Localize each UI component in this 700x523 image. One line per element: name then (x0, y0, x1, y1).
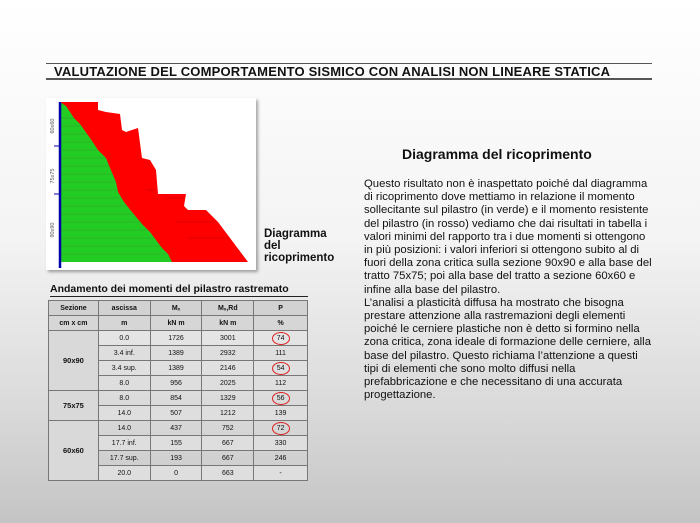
page-title: VALUTAZIONE DEL COMPORTAMENTO SISMICO CON ANALISI NON LINEARE STATICA (46, 63, 652, 80)
caption-line: del (264, 240, 281, 252)
p-cell: 330 (254, 436, 308, 451)
caption-line: Diagramma (264, 228, 327, 240)
mrd-cell: 2025 (202, 376, 254, 391)
p-cell: 111 (254, 346, 308, 361)
ascissa-cell: 17.7 sup. (98, 451, 150, 466)
table-row (49, 421, 308, 436)
unit-cell: kN m (150, 316, 202, 331)
paragraph-1: Questo risultato non è inaspettato poiché dal diagramma di ricoprimento dove mettiamo in relazione il momento sollecitante sul pilastro (in verde) e il momento resistente del pilastro (in rosso) vediamo che dai risultati in tabella i valori minimi del rapporto tra i due momenti si ottengono in più posizioni: i valori inferiori si ottengono subito al di fuori della zona critica sulla sezione 90x90 e alla base del tratto 75x75; poi alla base del tratto a sezione 60x60 e infine alla base del pilastro. (364, 178, 652, 296)
p-cell (254, 391, 308, 406)
header-mx: Mₓ (150, 301, 202, 316)
axis-label-90x90: 90x90 (50, 222, 56, 238)
unit-cell: kN m (202, 316, 254, 331)
table-row (49, 391, 308, 406)
ascissa-cell: 14.0 (98, 406, 150, 421)
paragraph-2: L’analisi a plasticità diffusa ha mostrato che bisogna prestare attenzione alla rastremazioni degli elementi poiché le cerniere plastiche non è detto si formino nella zona critica, zona ideale di formazione delle cerniere, alla base del pilastro. Questo richiama l’attenzione a questi tipi di elementi che sono molto diffusi nella prefabbricazione e che necessitano di una accurata progettazione. (364, 296, 651, 402)
mx-cell: 1726 (150, 331, 202, 346)
mrd-cell: 1329 (202, 391, 254, 406)
header-ascissa: ascissa (98, 301, 150, 316)
highlight-circle: 56 (272, 392, 290, 405)
ascissa-cell: 14.0 (98, 421, 150, 436)
highlight-circle: 74 (272, 332, 290, 345)
mrd-cell: 663 (202, 466, 254, 481)
mrd-cell: 667 (202, 451, 254, 466)
ascissa-cell: 3.4 inf. (98, 346, 150, 361)
coverage-diagram (46, 98, 256, 270)
p-cell: - (254, 466, 308, 481)
mx-cell: 1389 (150, 361, 202, 376)
highlight-circle: 54 (272, 362, 290, 375)
ascissa-cell: 20.0 (98, 466, 150, 481)
p-cell: 139 (254, 406, 308, 421)
mrd-cell: 667 (202, 436, 254, 451)
ascissa-cell: 3.4 sup. (98, 361, 150, 376)
p-cell (254, 421, 308, 436)
mx-cell: 956 (150, 376, 202, 391)
mrd-cell: 752 (202, 421, 254, 436)
p-cell: 246 (254, 451, 308, 466)
unit-cell: m (98, 316, 150, 331)
ascissa-cell: 8.0 (98, 376, 150, 391)
coverage-diagram-svg (46, 98, 256, 270)
p-cell (254, 361, 308, 376)
mrd-cell: 2146 (202, 361, 254, 376)
mx-cell: 854 (150, 391, 202, 406)
mx-cell: 0 (150, 466, 202, 481)
axis-label-60x60: 60x60 (50, 118, 56, 134)
mrd-cell: 3001 (202, 331, 254, 346)
unit-cell: cm x cm (49, 316, 99, 331)
p-cell (254, 331, 308, 346)
ascissa-cell: 17.7 inf. (98, 436, 150, 451)
p-cell: 112 (254, 376, 308, 391)
section-cell: 75x75 (49, 391, 99, 421)
body-text (364, 178, 654, 402)
units-row (49, 316, 308, 331)
mrd-cell: 1212 (202, 406, 254, 421)
table-row (49, 331, 308, 346)
header-mxrd: Mₓ,Rd (202, 301, 254, 316)
axis-label-75x75: 75x75 (50, 168, 56, 184)
mrd-cell: 2932 (202, 346, 254, 361)
section-cell: 60x60 (49, 421, 99, 481)
section-heading: Diagramma del ricoprimento (402, 146, 592, 162)
mx-cell: 507 (150, 406, 202, 421)
caption-line: ricoprimento (264, 252, 335, 264)
mx-cell: 437 (150, 421, 202, 436)
moments-table (48, 300, 308, 481)
section-cell: 90x90 (49, 331, 99, 391)
mx-cell: 193 (150, 451, 202, 466)
table-title: Andamento dei momenti del pilastro rastremato (50, 283, 308, 297)
unit-cell: % (254, 316, 308, 331)
ascissa-cell: 0.0 (98, 331, 150, 346)
ascissa-cell: 8.0 (98, 391, 150, 406)
mx-cell: 155 (150, 436, 202, 451)
table-header-row (49, 301, 308, 316)
header-sezione: Sezione (49, 301, 99, 316)
header-p: P (254, 301, 308, 316)
diagram-caption (264, 228, 344, 264)
highlight-circle: 72 (272, 422, 290, 435)
mx-cell: 1389 (150, 346, 202, 361)
